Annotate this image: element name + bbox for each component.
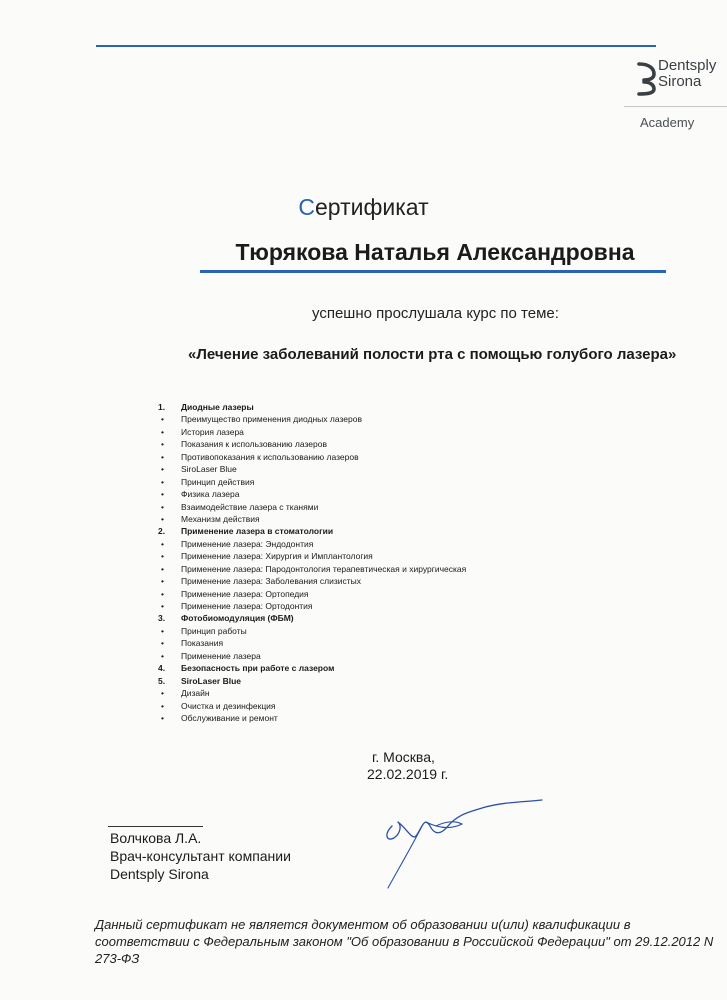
program-item bbox=[158, 463, 466, 475]
program-text: Применение лазера: Пародонтология терапевтическая и хирургическая bbox=[181, 563, 467, 574]
issue-date: 22.02.2019 г. bbox=[367, 766, 449, 782]
program-text: Принцип работы bbox=[181, 625, 247, 636]
program-marker: • bbox=[161, 601, 164, 611]
logo-line-2: Sirona bbox=[658, 73, 702, 90]
program-item bbox=[158, 650, 466, 662]
program-marker: • bbox=[161, 538, 164, 549]
program-text: Безопасность при работе с лазером bbox=[181, 663, 335, 674]
program-text: Механизм действия bbox=[181, 513, 260, 524]
signer-role: Врач-консультант компании bbox=[110, 848, 291, 864]
program-text: Фотобиомодуляция (ФБМ) bbox=[181, 613, 294, 624]
certificate-title bbox=[0, 194, 727, 221]
program-text: Дизайн bbox=[181, 688, 210, 699]
program-marker: • bbox=[161, 638, 164, 649]
program-marker: 1. bbox=[158, 402, 166, 412]
legal-disclaimer: Данный сертификат не является документом об образовании и(или) квалификации в соответствии с Федеральным законом "Об образовании в Российской Федерации" от 29.12.2012 N 273-ФЗ bbox=[95, 917, 714, 966]
program-text: Применение лазера: Эндодонтия bbox=[181, 538, 314, 549]
program-text: SiroLaser Blue bbox=[181, 675, 241, 686]
signer-name: Волчкова Л.А. bbox=[110, 830, 202, 846]
program-marker: • bbox=[161, 451, 164, 462]
academy-label: Academy bbox=[640, 115, 695, 130]
program-text: Показания к использованию лазеров bbox=[181, 439, 327, 450]
title-first-letter: С bbox=[298, 194, 315, 220]
program-marker: • bbox=[161, 476, 164, 487]
top-blue-rule bbox=[96, 45, 656, 47]
program-list bbox=[158, 401, 466, 724]
logo-wordmark bbox=[658, 58, 716, 90]
program-marker: • bbox=[161, 700, 164, 711]
academy-divider bbox=[624, 106, 727, 107]
program-marker: 5. bbox=[158, 675, 166, 686]
program-marker: • bbox=[161, 625, 164, 636]
issue-place: г. Москва, bbox=[372, 749, 435, 765]
program-item bbox=[158, 600, 466, 612]
program-item bbox=[158, 563, 466, 575]
program-marker: 4. bbox=[158, 663, 166, 674]
program-marker: • bbox=[161, 688, 164, 699]
program-item bbox=[158, 550, 466, 562]
program-item bbox=[158, 438, 466, 450]
signer-company: Dentsply Sirona bbox=[110, 866, 209, 882]
program-text: SiroLaser Blue bbox=[181, 464, 237, 475]
signature-line bbox=[108, 826, 203, 827]
program-item bbox=[158, 687, 466, 699]
program-section bbox=[158, 675, 466, 687]
program-marker: • bbox=[161, 513, 164, 524]
program-section bbox=[158, 401, 466, 413]
recipient-name: Тюрякова Наталья Александровна bbox=[235, 239, 635, 265]
signer-block bbox=[110, 829, 291, 883]
course-title: «Лечение заболеваний полости рта с помощью голубого лазера» bbox=[188, 346, 677, 363]
program-marker: • bbox=[161, 501, 164, 512]
program-marker: • bbox=[161, 464, 164, 475]
title-rest: ертификат bbox=[315, 194, 429, 220]
program-item bbox=[158, 712, 466, 724]
program-item bbox=[158, 575, 466, 587]
program-marker: • bbox=[161, 563, 164, 574]
program-marker: • bbox=[161, 551, 164, 562]
program-text: Применение лазера: Ортопедия bbox=[181, 588, 309, 599]
program-text: Применение лазера: Ортодонтия bbox=[181, 601, 313, 611]
program-marker: • bbox=[161, 489, 164, 500]
dentsply-sirona-logo-icon bbox=[636, 60, 658, 96]
program-item bbox=[158, 488, 466, 500]
program-marker: • bbox=[161, 439, 164, 450]
program-marker: 3. bbox=[158, 613, 166, 624]
program-text: Физика лазера bbox=[181, 489, 240, 500]
program-item bbox=[158, 413, 466, 425]
program-marker: • bbox=[161, 426, 164, 437]
program-text: Принцип действия bbox=[181, 476, 255, 487]
program-text: Противопоказания к использованию лазеров bbox=[181, 451, 359, 462]
logo-line-1: Dentsply bbox=[658, 57, 717, 74]
program-item bbox=[158, 501, 466, 513]
program-text: Диодные лазеры bbox=[181, 402, 254, 412]
program-item bbox=[158, 637, 466, 649]
program-section bbox=[158, 612, 466, 624]
program-item bbox=[158, 426, 466, 438]
program-text: Преимущество применения диодных лазеров bbox=[181, 414, 362, 425]
program-text: Применение лазера bbox=[181, 650, 261, 661]
program-text: История лазера bbox=[181, 426, 244, 437]
program-marker: • bbox=[161, 588, 164, 599]
recipient-underline bbox=[200, 270, 666, 273]
program-marker: • bbox=[161, 576, 164, 587]
program-section bbox=[158, 662, 466, 674]
program-marker: • bbox=[161, 650, 164, 661]
program-marker: • bbox=[161, 414, 164, 425]
program-text: Обслуживание и ремонт bbox=[181, 712, 278, 723]
lead-text: успешно прослушала курс по теме: bbox=[312, 305, 559, 322]
program-item bbox=[158, 513, 466, 525]
program-text: Применение лазера: Хирургия и Имплантология bbox=[181, 551, 373, 562]
program-item bbox=[158, 625, 466, 637]
program-item bbox=[158, 451, 466, 463]
program-text: Очистка и дезинфекция bbox=[181, 700, 276, 711]
program-item bbox=[158, 538, 466, 550]
handwritten-signature bbox=[378, 796, 548, 891]
program-item bbox=[158, 476, 466, 488]
program-text: Применение лазера: Заболевания слизистых bbox=[181, 576, 362, 587]
dentsply-sirona-logo bbox=[636, 58, 727, 102]
program-text: Взаимодействие лазера с тканями bbox=[181, 501, 319, 512]
program-item bbox=[158, 700, 466, 712]
program-marker: 2. bbox=[158, 526, 166, 537]
program-text: Показания bbox=[181, 638, 224, 649]
program-section bbox=[158, 525, 466, 537]
program-item bbox=[158, 588, 466, 600]
program-marker: • bbox=[161, 712, 164, 723]
program-text: Применение лазера в стоматологии bbox=[181, 526, 334, 537]
